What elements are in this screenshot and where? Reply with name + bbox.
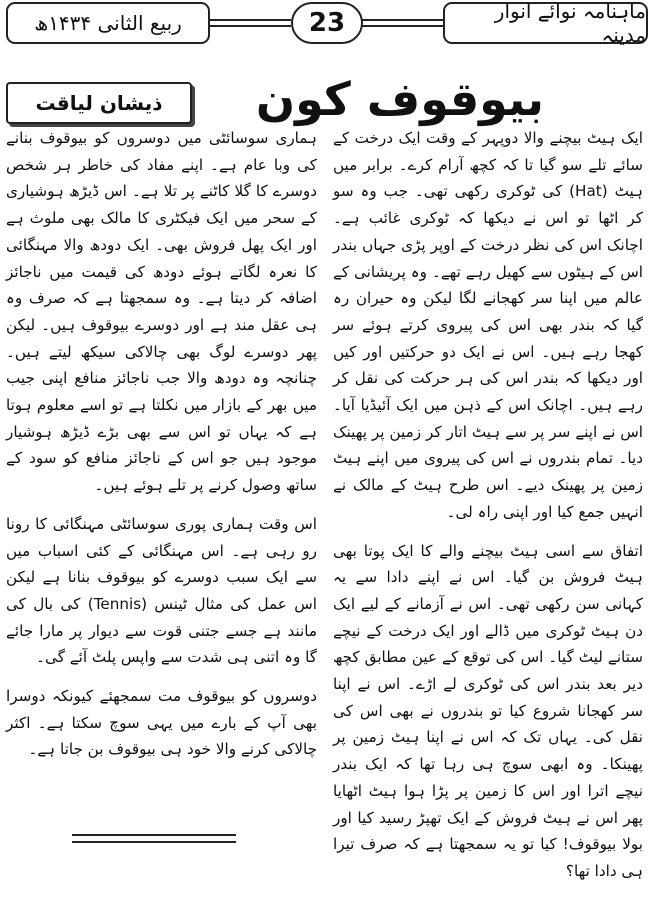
issue-date-box: [6, 2, 210, 44]
header-rule-right: [361, 19, 443, 21]
page-number: 23: [308, 8, 346, 38]
end-divider-bottom: [72, 841, 236, 843]
article-column-left: [6, 125, 317, 775]
page-number-badge: [291, 2, 363, 44]
article-paragraph: ہماری سوسائٹی میں دوسروں کو بیوقوف بنانے کی وبا عام ہے۔ اپنے مفاد کی خاطر ہر شخص دوسرے کا گلا کاٹنے پر تلا ہے۔ اس ڈیڑھ ہوشیاری کے سحر میں ایک فیکٹری کا مالک بھی ملوث ہے اور ایک پھل فروش بھی۔ ایک دودھ والا مہنگائی کا نعرہ لگاتے ہوئے دودھ کی قیمت میں ناجائز اضافہ کر دیتا ہے۔ وہ سمجھتا ہے کہ صرف وہ ہی عقل مند ہے اور دوسرے بیوقوف ہیں۔ لیکن پھر دوسرے لوگ بھی چالاکی سیکھ لیتے ہیں۔ چنانچہ وہ دودھ والا جب ناجائز منافع اپنی جیب میں بھر کے بازار میں نکلتا ہے تو اسے معلوم ہوتا ہے کہ یہاں تو اس سے بھی بڑے ڈیڑھ ہوشیار موجود ہیں جو اس کے ناجائز منافع کو سود کے ساتھ وصول کرنے پر تلے ہوئے ہیں۔: [6, 129, 317, 495]
article-paragraph: ایک ہیٹ بیچنے والا دوپہر کے وقت ایک درخت کے سائے تلے سو گیا تا کہ کچھ آرام کرے۔ برابر میں ہیٹ (Hat) کی ٹوکری رکھی تھی۔ جب وہ سو کر اٹھا تو اس نے دیکھا کہ ٹوکری غائب ہے۔ اچانک اس کی نظر درخت کے اوپر پڑی جہاں بندر اس کے ہیٹوں سے کھیل رہے تھے۔ وہ پریشانی کے عالم میں اپنا سر کھجانے لگا لیکن وہ حیران رہ گیا کہ بندر بھی اس کی پیروی کرتے ہوئے سر کھجا رہے ہیں۔ اس نے ایک دو حرکتیں اور کیں اور دیکھا کہ بندر اس کی ہر حرکت کی نقل کر رہے ہیں۔ اچانک اس کے ذہن میں ایک آئیڈیا آیا۔ اس نے اپنے سر پر سے ہیٹ اتار کر زمین پر پھینک دیا۔ تمام بندروں نے اس کی پیروی میں اپنے ہیٹ زمین پر پھینک دیے۔ اس طرح ہیٹ کے مالک نے انہیں جمع کیا اور اپنی راہ لی۔: [333, 129, 643, 521]
article-column-right: [333, 125, 643, 897]
author-name: ذیشان لیاقت: [35, 91, 163, 115]
header-rule-left-2: [208, 25, 291, 27]
issue-date: ربیع الثانی ۱۴۳۴ھ: [34, 11, 182, 35]
article-title: بیوقوف کون: [255, 72, 545, 126]
article-paragraph: دوسروں کو بیوقوف مت سمجھئے کیونکہ دوسرا بھی آپ کے بارے میں یہی سوچ سکتا ہے۔ اکثر چالاکی کرنے والا خود ہی بیوقوف بن جاتا ہے۔: [6, 687, 317, 759]
header-rule-left: [208, 19, 291, 21]
magazine-name-box: [443, 0, 648, 47]
header-rule-right-2: [361, 25, 443, 27]
page-header: [0, 0, 650, 46]
article-paragraph: اتفاق سے اسی ہیٹ بیچنے والے کا ایک پوتا بھی ہیٹ فروش بن گیا۔ اس نے اپنے دادا سے یہ کہانی سن رکھی تھی۔ اس نے آزمانے کے لیے ایک دن ہیٹ ٹوکری میں ڈالے اور ایک درخت کے نیچے ستانے لیٹ گیا۔ اس کی توقع کے عین مطابق کچھ دیر بعد بندر اس کی ٹوکری لے اڑے۔ اس نے اپنا سر کھجانا شروع کیا تو بندروں نے بھی اس کی نقل کی۔ یہاں تک کہ اس نے اپنا ہیٹ زمین پر پھینکا۔ وہ ابھی سوچ ہی رہا تھا کہ ایک بندر نیچے اترا اور اس کا زمین پر پڑا ہوا ہیٹ اٹھایا پھر اس نے ہیٹ فروش کے ایک تھپڑ رسید کیا اور بولا بیوقوف! کیا تو یہ سمجھتا ہے کہ صرف تیرا ہی دادا تھا؟: [333, 541, 643, 880]
author-box: [6, 82, 192, 124]
article-paragraph: اس وقت ہماری پوری سوسائٹی مہنگائی کا رونا رو رہی ہے۔ اس مہنگائی کے کئی اسباب میں سے ایک سبب دوسرے کو بیوقوف بنانا ہے لیکن اس عمل کی مثال ٹینس (Tennis) کی بال کی مانند ہے جسے جتنی قوت سے دیوار پر مارا جائے گا وہ اتنی ہی شدت سے واپس پلٹ آئے گی۔: [6, 514, 317, 667]
magazine-name: ماہنامہ نوائے انوار مدینہ: [494, 0, 646, 47]
end-divider-top: [72, 834, 236, 836]
